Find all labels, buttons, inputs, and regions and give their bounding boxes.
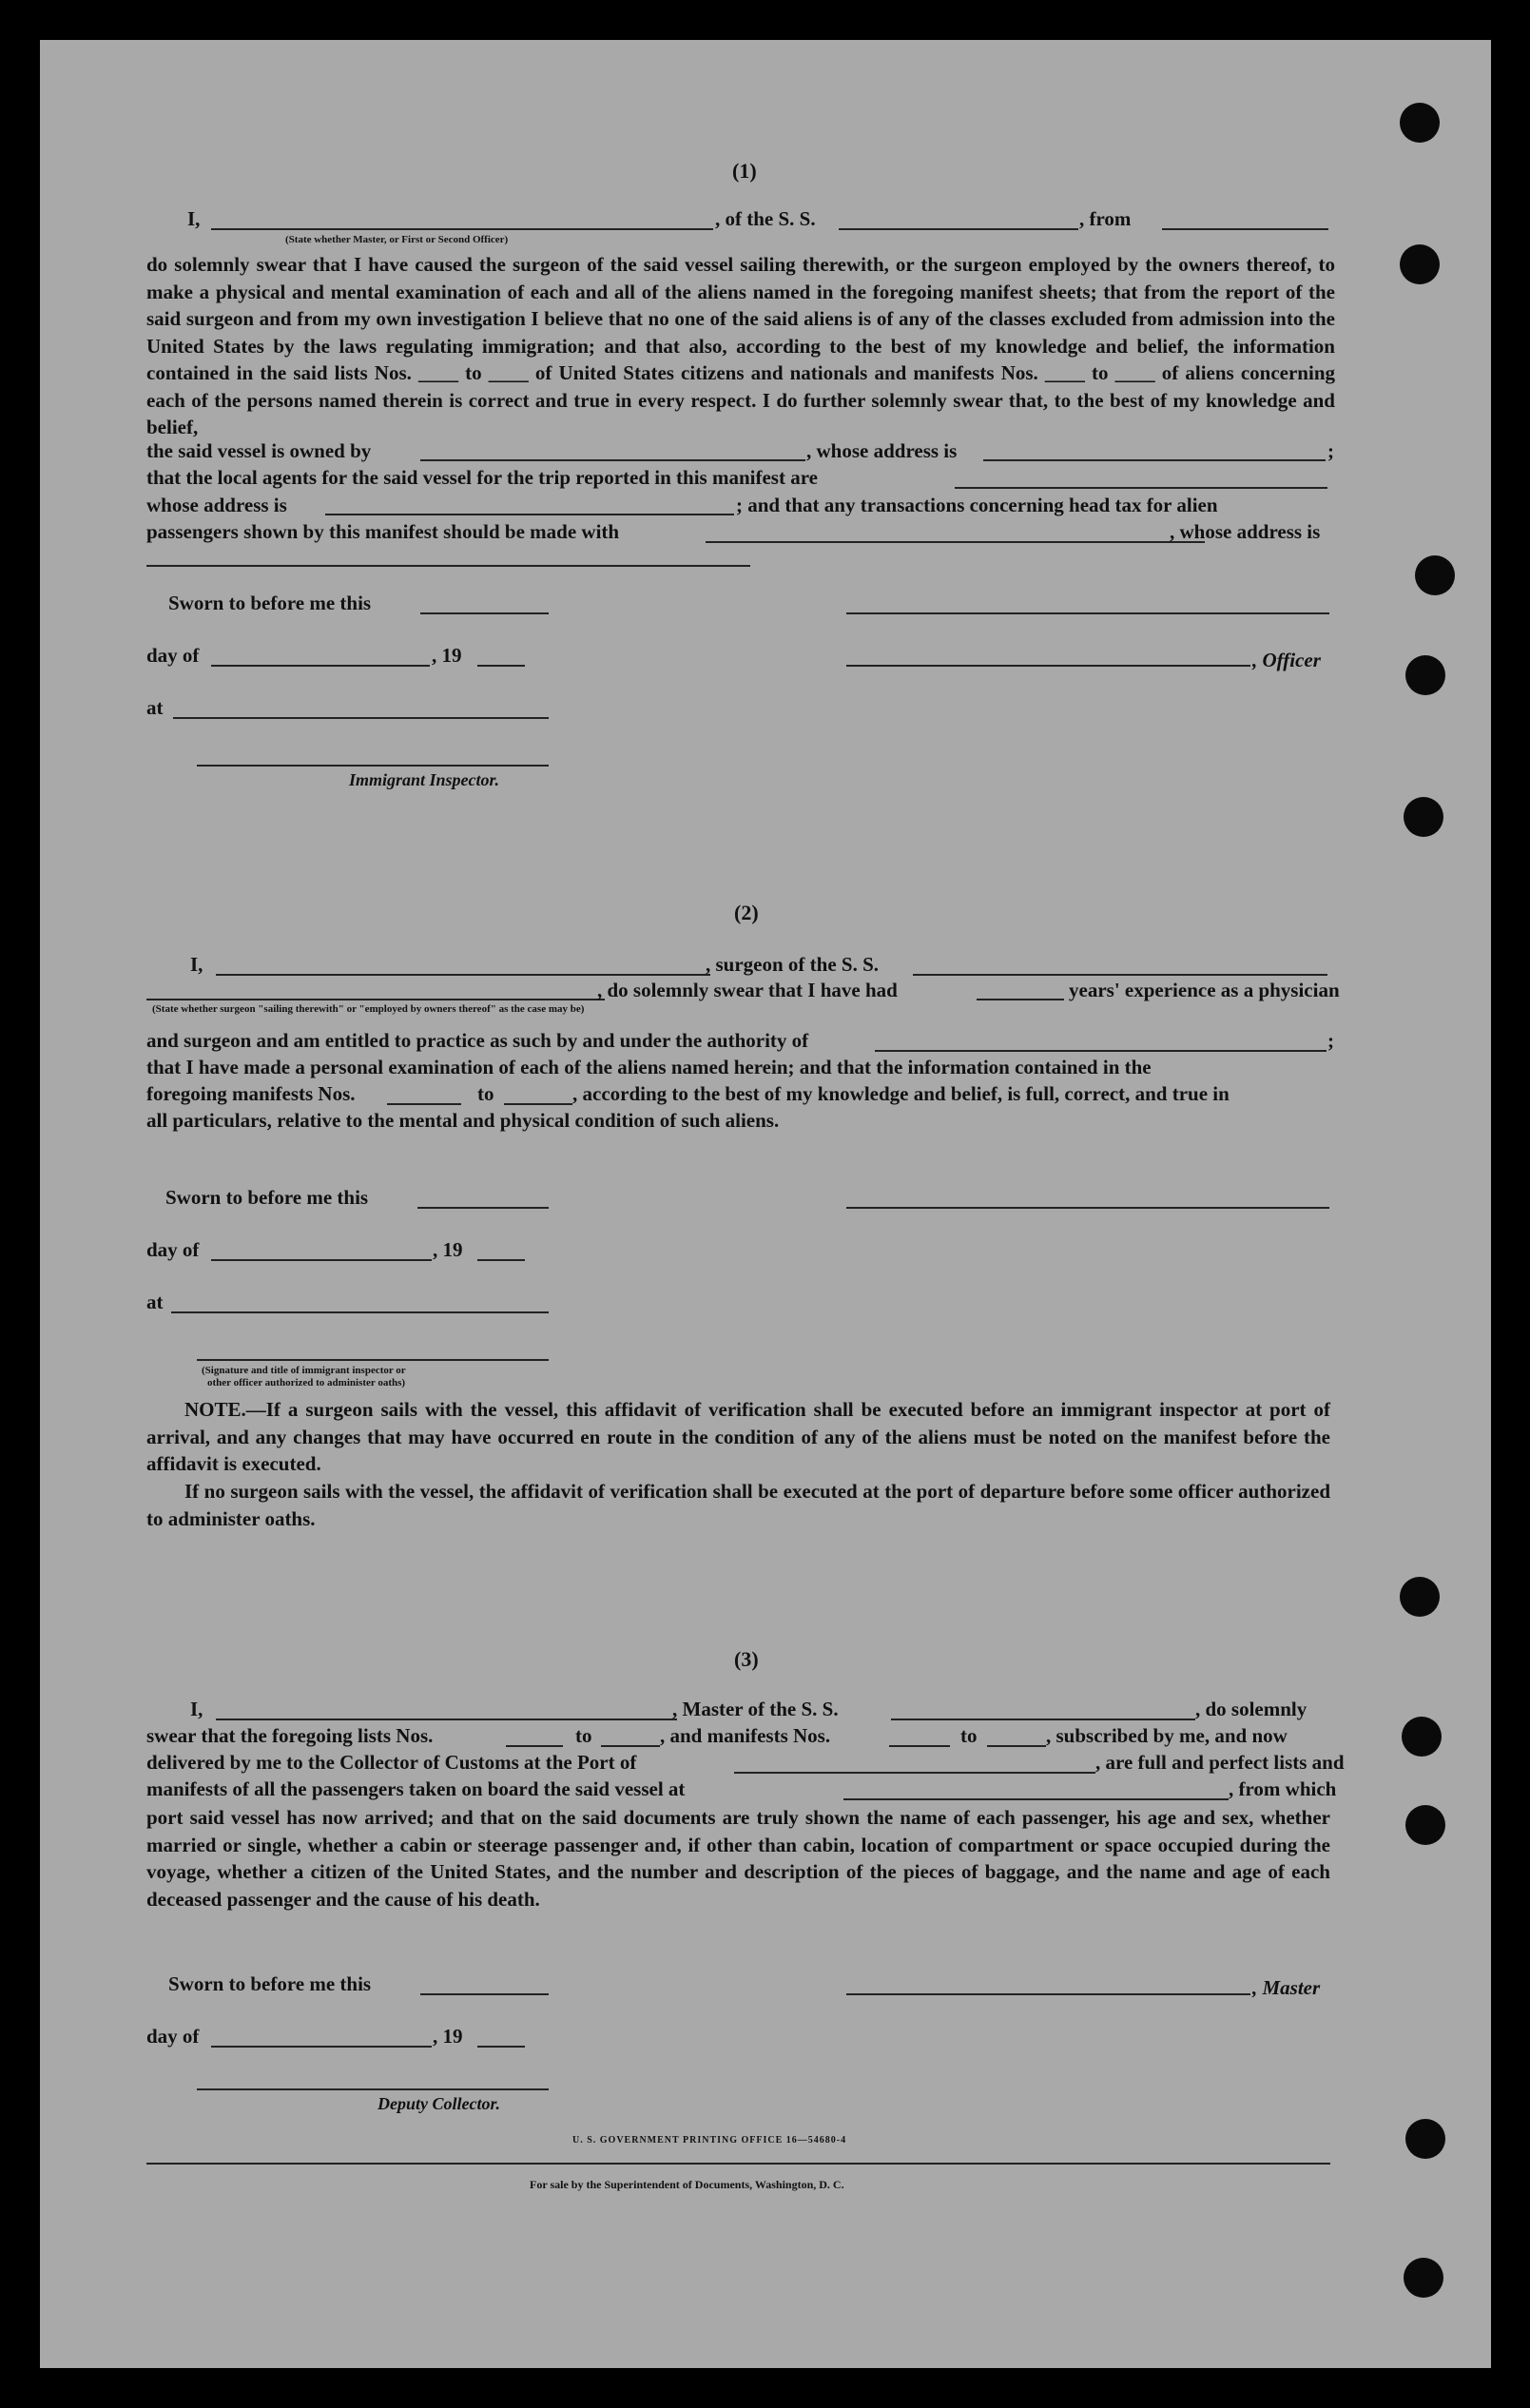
- s3-day-of: day of: [146, 2025, 200, 2048]
- s1-master-caption: (State whether Master, or First or Second Officer): [285, 234, 509, 245]
- s2-inspector-line[interactable]: [197, 1359, 549, 1361]
- binder-hole: [1415, 555, 1455, 595]
- s1-day-of: day of: [146, 644, 200, 667]
- s1-from-line[interactable]: [1162, 228, 1328, 230]
- s3-i-label: I,: [190, 1698, 203, 1720]
- s2-sig-caption-1: (Signature and title of immigrant inspector or: [202, 1365, 406, 1376]
- s1-inspector-label: Immigrant Inspector.: [349, 770, 500, 789]
- binder-hole: [1405, 1805, 1445, 1845]
- s1-head-tax: ; and that any transactions concerning head tax for alien: [736, 494, 1218, 516]
- s1-body-paragraph: do solemnly swear that I have caused the surgeon of the said vessel sailing therewith, or the surgeon employed by the owners thereof, to make a physical and mental examination of each and all of the aliens named in the foregoing manifest sheets; that from the report of the said surgeon and from my own investigation I believe that no one of the said aliens is of any of the classes excluded from admission into the United States by the laws regulating immigration; and that also, according to the best of my knowledge and belief, the information contained in the said lists Nos. ____ to ____ of United States citizens and nationals and manifests Nos. ____ to ____ of aliens concerning each of the persons named therein is correct and true in every respect. I do further solemnly swear that, to the best of my knowledge and belief,: [146, 253, 1335, 438]
- s2-authority-line[interactable]: [875, 1050, 1327, 1052]
- s3-body-paragraph: port said vessel has now arrived; and that on the said documents are truly shown the name of each passenger, his age and sex, whether married or single, whether a cabin or steerage passenger and, if other than cabin, location of compartment or space occupied during the voyage, whether a citizen of the United States, and the number and description of the pieces of baggage, and the name and age of each deceased passenger and the cause of his death.: [146, 1806, 1330, 1911]
- s2-note-2: If no surgeon sails with the vessel, the affidavit of verification shall be executed at the port of departure before some officer authorized to administer oaths.: [146, 1480, 1330, 1530]
- s1-officer-label: , Officer: [1252, 649, 1321, 671]
- s2-nos-from-line[interactable]: [387, 1103, 461, 1105]
- s1-owner-line[interactable]: [420, 459, 805, 461]
- binder-hole: [1400, 244, 1440, 284]
- s3-port-line[interactable]: [734, 1772, 1095, 1774]
- s3-sworn-line[interactable]: [420, 1993, 549, 1995]
- s1-sworn-line[interactable]: [420, 612, 549, 614]
- footer-rule: [146, 2163, 1330, 2165]
- s2-day-of: day of: [146, 1238, 200, 1261]
- s1-passengers-shown: passengers shown by this manifest should be made with: [146, 520, 620, 543]
- s1-final-address-line[interactable]: [146, 565, 750, 567]
- s2-nineteen: , 19: [433, 1238, 463, 1261]
- s2-year-line[interactable]: [477, 1259, 525, 1261]
- s2-at: at: [146, 1291, 164, 1313]
- s1-owner-address-line[interactable]: [983, 459, 1326, 461]
- s3-lists-to-line[interactable]: [601, 1745, 660, 1747]
- s2-to: to: [477, 1082, 494, 1105]
- binder-hole: [1405, 2119, 1445, 2159]
- s2-surgeon-caption: (State whether surgeon "sailing therewith" or "employed by owners thereof" as the case may be): [152, 1003, 585, 1015]
- s2-note-1: NOTE.—If a surgeon sails with the vessel, this affidavit of verification shall be executed before an immigrant inspector at port of arrival, and any changes that may have occurred en route in the condition of any of the aliens must be noted on the manifest before the affidavit is executed.: [146, 1398, 1330, 1475]
- s1-at-line[interactable]: [173, 717, 549, 719]
- s3-manifests-all: manifests of all the passengers taken on board the said vessel at: [146, 1777, 686, 1800]
- section-3-number: (3): [734, 1647, 759, 1671]
- s2-years: years' experience as a physician: [1069, 979, 1340, 1001]
- section-1-number: (1): [732, 159, 757, 183]
- s2-at-line[interactable]: [171, 1311, 549, 1313]
- s3-to-2: to: [960, 1724, 978, 1747]
- s1-day-line[interactable]: [211, 665, 430, 667]
- s3-sworn: Sworn to before me this: [168, 1972, 372, 1995]
- s2-particulars: all particulars, relative to the mental and physical condition of such aliens.: [146, 1109, 780, 1132]
- s3-from-which: , from which: [1229, 1777, 1337, 1800]
- s1-officer-line[interactable]: [846, 665, 1250, 667]
- s3-name-line[interactable]: [216, 1719, 677, 1720]
- s1-at: at: [146, 696, 164, 719]
- s1-local-agents: that the local agents for the said vessel for the trip reported in this manifest are: [146, 466, 818, 489]
- s1-i-label: I,: [187, 207, 201, 230]
- s1-agents-line[interactable]: [955, 487, 1327, 489]
- s2-nos-to-line[interactable]: [504, 1103, 572, 1105]
- s3-subscribed: , subscribed by me, and now: [1046, 1724, 1288, 1747]
- s1-signature-line[interactable]: [846, 612, 1329, 614]
- s3-deputy-label: Deputy Collector.: [378, 2094, 500, 2113]
- s3-departure-line[interactable]: [843, 1798, 1229, 1800]
- s1-inspector-line[interactable]: [197, 765, 549, 767]
- s1-from-label: , from: [1079, 207, 1132, 230]
- s2-i-label: I,: [190, 953, 203, 976]
- s2-authority: and surgeon and am entitled to practice as such by and under the authority of: [146, 1029, 809, 1052]
- s2-foregoing: foregoing manifests Nos.: [146, 1082, 356, 1105]
- s1-ship-line[interactable]: [839, 228, 1078, 230]
- binder-hole: [1400, 1577, 1440, 1617]
- binder-hole: [1405, 655, 1445, 695]
- s1-ss-label: , of the S. S.: [715, 207, 816, 230]
- s2-semicolon: ;: [1327, 1029, 1334, 1052]
- s1-head-tax-line[interactable]: [706, 541, 1205, 543]
- binder-hole: [1404, 2258, 1443, 2298]
- s1-semicolon: ;: [1327, 439, 1334, 462]
- s2-day-line[interactable]: [211, 1259, 432, 1261]
- s3-delivered: delivered by me to the Collector of Customs at the Port of: [146, 1751, 637, 1774]
- s1-whose-address-2: whose address is: [146, 494, 287, 516]
- s2-examination: that I have made a personal examination of each of the aliens named herein; and that the information contained in the: [146, 1056, 1152, 1078]
- section-2-number: (2): [734, 901, 759, 924]
- s2-years-line[interactable]: [977, 999, 1064, 1000]
- s1-agents-address-line[interactable]: [325, 514, 734, 515]
- for-sale-imprint: For sale by the Superintendent of Documents, Washington, D. C.: [530, 2178, 844, 2191]
- s2-sig-caption-2: other officer authorized to administer oaths): [207, 1377, 406, 1388]
- s2-swear: , do solemnly swear that I have had: [597, 979, 898, 1001]
- s3-full-perfect: , are full and perfect lists and: [1095, 1751, 1345, 1774]
- s3-to-1: to: [575, 1724, 592, 1747]
- s3-year-line[interactable]: [477, 2046, 525, 2048]
- s3-ship-line[interactable]: [891, 1719, 1195, 1720]
- binder-hole: [1402, 1717, 1442, 1757]
- s3-master-title: , Master: [1252, 1976, 1321, 1999]
- s2-surgeon-label: , surgeon of the S. S.: [706, 953, 880, 976]
- s1-whose-address: , whose address is: [806, 439, 958, 462]
- s1-name-line[interactable]: [211, 228, 713, 230]
- s1-year-line[interactable]: [477, 665, 525, 667]
- s1-owned-by: the said vessel is owned by: [146, 439, 372, 462]
- s2-capacity-line[interactable]: [146, 999, 605, 1000]
- binder-hole: [1400, 103, 1440, 143]
- s2-name-line[interactable]: [216, 974, 710, 976]
- s3-do-solemnly: , do solemnly: [1195, 1698, 1307, 1720]
- s3-master-label: , Master of the S. S.: [672, 1698, 839, 1720]
- s3-manifests-to-line[interactable]: [987, 1745, 1046, 1747]
- form-sheet: [40, 40, 1491, 2368]
- s2-ship-line[interactable]: [913, 974, 1327, 976]
- s3-manifests-from-line[interactable]: [889, 1745, 950, 1747]
- s2-according: , according to the best of my knowledge and belief, is full, correct, and true in: [572, 1082, 1230, 1105]
- s1-nineteen: , 19: [432, 644, 462, 667]
- s1-sworn: Sworn to before me this: [168, 592, 372, 614]
- s1-whose-address-3: , whose address is: [1170, 520, 1321, 543]
- s3-nineteen: , 19: [433, 2025, 463, 2048]
- s3-lists-from-line[interactable]: [506, 1745, 563, 1747]
- binder-hole: [1404, 797, 1443, 837]
- s2-sworn-line[interactable]: [417, 1207, 549, 1209]
- s3-master-sig-line[interactable]: [846, 1993, 1250, 1995]
- s2-sworn: Sworn to before me this: [165, 1186, 369, 1209]
- s3-day-line[interactable]: [211, 2046, 432, 2048]
- s3-swear-lists: swear that the foregoing lists Nos.: [146, 1724, 434, 1747]
- s2-signature-line[interactable]: [846, 1207, 1329, 1209]
- s3-and-manifests: , and manifests Nos.: [660, 1724, 831, 1747]
- printing-office-imprint: U. S. GOVERNMENT PRINTING OFFICE 16—54680-4: [572, 2135, 847, 2146]
- s3-collector-line[interactable]: [197, 2088, 549, 2090]
